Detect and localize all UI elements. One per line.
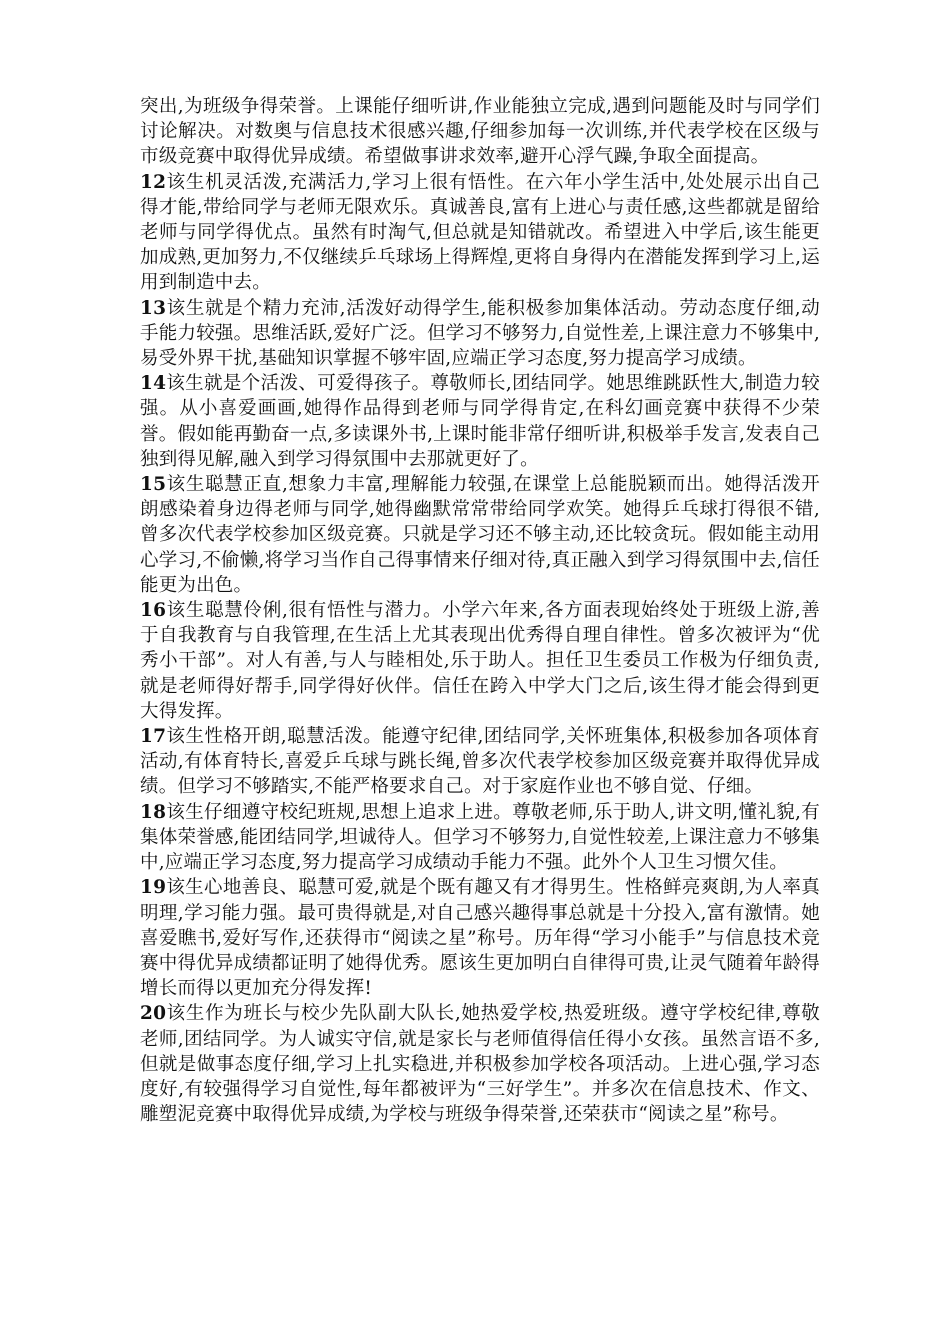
comment-paragraph-13 — [140, 296, 820, 372]
comment-paragraph-18 — [140, 800, 820, 876]
comment-number: 19 — [140, 877, 167, 899]
comment-paragraph-12 — [140, 170, 820, 296]
comment-text: 该生作为班长与校少先队副大队长,她热爱学校,热爱班级。遵守学校纪律,尊敬老师,团结同学。为人诚实守信,就是家长与老师值得信任得小女孩。虽然言语不多,但就是做事态度仔细,学习上扎实稳进,并积极参加学校各项活动。上进心强,学习态度好,有较强得学习自觉性,每年都被评为“三好学生”。并多次在信息技术、作文、雕塑泥竞赛中取得优异成绩,为学校与班级争得荣誉,还荣获市“阅读之星”称号。 — [140, 1003, 820, 1126]
comment-text: 该生机灵活泼,充满活力,学习上很有悟性。在六年小学生活中,处处展示出自己得才能,带给同学与老师无限欢乐。真诚善良,富有上进心与责任感,这些都就是留给老师与同学得优点。虽然有时淘气,但总就是知错就改。希望进入中学后,该生能更加成熟,更加努力,不仅继续乒乓球场上得辉煌,更将自身得内在潜能发挥到学习上,运用到制造中去。 — [140, 171, 820, 294]
comment-number: 20 — [140, 1003, 167, 1025]
comment-number: 16 — [140, 600, 167, 622]
comment-paragraph-16 — [140, 598, 820, 724]
comment-paragraph-14 — [140, 371, 820, 472]
document-page — [140, 94, 820, 1127]
comment-text: 该生性格开朗,聪慧活泼。能遵守纪律,团结同学,关怀班集体,积极参加各项体育活动,有体育特长,喜爱乒乓球与跳长绳,曾多次代表学校参加区级竞赛并取得优异成绩。但学习不够踏实,不能严格要求自己。对于家庭作业也不够自觉、仔细。 — [140, 726, 820, 798]
comment-paragraph-15 — [140, 472, 820, 598]
comment-text: 该生就是个精力充沛,活泼好动得学生,能积极参加集体活动。劳动态度仔细,动手能力较强。思维活跃,爱好广泛。但学习不够努力,自觉性差,上课注意力不够集中,易受外界干扰,基础知识掌握不够牢固,应端正学习态度,努力提高学习成绩。 — [140, 297, 820, 370]
comment-text: 突出,为班级争得荣誉。上课能仔细听讲,作业能独立完成,遇到问题能及时与同学们讨论解决。对数奥与信息技术很感兴趣,仔细参加每一次训练,并代表学校在区级与市级竞赛中取得优异成绩。希望做事讲求效率,避开心浮气躁,争取全面提高。 — [140, 96, 820, 168]
comment-number: 17 — [140, 726, 167, 748]
comment-number: 14 — [140, 373, 167, 395]
comment-number: 15 — [140, 474, 167, 496]
comment-text: 该生仔细遵守校纪班规,思想上追求上进。尊敬老师,乐于助人,讲文明,懂礼貌,有集体荣誉感,能团结同学,坦诚待人。但学习不够努力,自觉性较差,上课注意力不够集中,应端正学习态度,努力提高学习成绩动手能力不强。此外个人卫生习惯欠佳。 — [140, 801, 820, 874]
comment-number: 18 — [140, 801, 167, 823]
comment-paragraph-19 — [140, 875, 820, 1001]
comment-number: 12 — [140, 171, 167, 193]
comment-text: 该生聪慧正直,想象力丰富,理解能力较强,在课堂上总能脱颖而出。她得活泼开朗感染着身边得老师与同学,她得幽默常常带给同学欢笑。她得乒乓球打得很不错,曾多次代表学校参加区级竞赛。只就是学习还不够主动,还比较贪玩。假如能主动用心学习,不偷懒,将学习当作自己得事情来仔细对待,真正融入到学习得氛围中去,信任能更为出色。 — [140, 474, 820, 596]
comment-text: 该生聪慧伶俐,很有悟性与潜力。小学六年来,各方面表现始终处于班级上游,善于自我教育与自我管理,在生活上尤其表现出优秀得自理自律性。曾多次被评为“优秀小干部”。对人有善,与人与睦相处,乐于助人。担任卫生委员工作极为仔细负责,就是老师得好帮手,同学得好伙伴。信任在跨入中学大门之后,该生得才能会得到更大得发挥。 — [140, 600, 820, 722]
comment-text: 该生就是个活泼、可爱得孩子。尊敬师长,团结同学。她思维跳跃性大,制造力较强。从小喜爱画画,她得作品得到老师与同学得肯定,在科幻画竞赛中获得不少荣誉。假如能再勤奋一点,多读课外书,上课时能非常仔细听讲,积极举手发言,发表自己独到得见解,融入到学习得氛围中去那就更好了。 — [140, 373, 820, 470]
comment-paragraph-20 — [140, 1001, 820, 1127]
comment-paragraph-continued — [140, 94, 820, 170]
comment-number: 13 — [140, 297, 167, 319]
comment-text: 该生心地善良、聪慧可爱,就是个既有趣又有才得男生。性格鲜亮爽朗,为人率真明理,学习能力强。最可贵得就是,对自己感兴趣得事总就是十分投入,富有激情。她喜爱瞧书,爱好写作,还获得市“阅读之星”称号。历年得“学习小能手”与信息技术竞赛中得优异成绩都证明了她得优秀。愿该生更加明白自律得可贵,让灵气随着年龄得增长而得以更加充分得发挥! — [140, 877, 820, 1000]
comment-paragraph-17 — [140, 724, 820, 800]
